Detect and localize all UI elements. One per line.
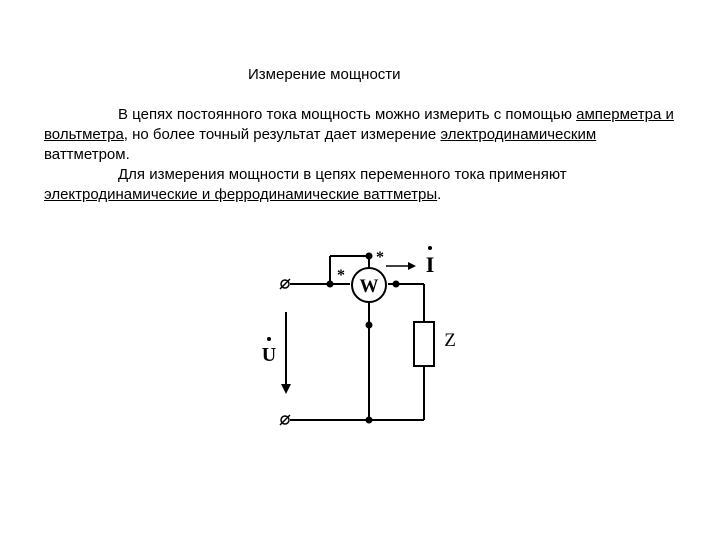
current-arrowhead [408,262,416,270]
node-right [393,281,400,288]
page-title: Измерение мощности [248,66,401,83]
load-z [414,322,434,366]
load-label: Z [444,330,456,351]
node-mid [366,322,373,329]
current-label: I [425,252,435,277]
p2-link: электродинамические и ферродинамические ваттметры [44,186,438,203]
p1-end: ваттметром. [44,146,130,163]
wattmeter-label: W [359,276,379,297]
p1-link2: электродинамическим [440,126,597,143]
voltage-arrowhead [281,384,291,394]
node-left [327,281,334,288]
u-dot [267,337,271,341]
i-dot [428,246,432,250]
node-bottom [366,417,373,424]
p1-link: амперметра и вольтметра [44,106,674,143]
p1-mid: , но более точный результат дает измерение [123,126,437,143]
p2-start: Для измерения мощности в цепях переменного тока применяют [118,166,567,183]
p2-end: . [437,186,442,203]
star-current: * [376,249,384,266]
node-top [366,253,373,260]
voltage-label: U [261,344,277,366]
star-voltage: * [337,267,345,284]
p1-start: В цепях постоянного тока мощность можно измерить с помощью [118,106,572,123]
